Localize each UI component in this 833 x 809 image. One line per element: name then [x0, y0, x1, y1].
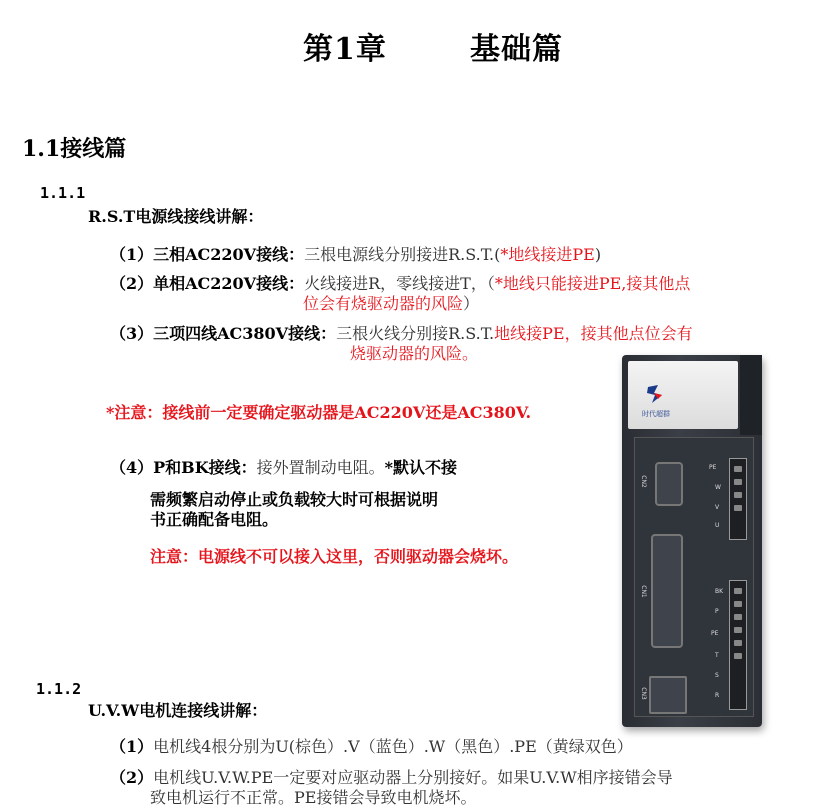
- item-warning: *地线接进PE: [500, 245, 595, 264]
- voltage-warning: *注意：接线前一定要确定驱动器是AC220V还是AC380V.: [106, 403, 532, 422]
- section-title: 1.1接线篇: [22, 136, 127, 162]
- wiring-item-2: [110, 274, 690, 294]
- motor-item-2-cont: 致电机运行不正常。PE接错会导致电机烧坏。: [150, 788, 477, 807]
- item-text: 电机线U.V.W.PE一定要对应驱动器上分别接好。如果U.V.W相序接错会导: [153, 768, 673, 787]
- wiring-item-1: [110, 245, 601, 265]
- brand-logo-icon: [644, 383, 666, 405]
- item-close: ）: [463, 294, 480, 313]
- item-text: 火线接进R，零线接进T，（: [304, 274, 495, 293]
- power-terminal-block: [729, 580, 747, 710]
- drive-top-fin: [740, 355, 762, 435]
- item-label: （1）: [110, 737, 154, 756]
- wiring-item-3: [110, 324, 693, 344]
- terminal-label-pe: PE: [709, 464, 717, 471]
- wiring-item-4: [110, 458, 457, 478]
- wiring-item-2-cont: [303, 294, 479, 314]
- terminal-label-u: U: [715, 522, 720, 529]
- drive-front-panel: [634, 437, 754, 717]
- terminal-label-t: T: [715, 652, 719, 659]
- chapter-number: 第1章: [303, 32, 387, 67]
- wiring-item-3-cont: [350, 344, 478, 364]
- item-close: ): [594, 245, 602, 264]
- servo-drive-image: [622, 355, 762, 727]
- terminal-label-v: V: [715, 504, 720, 511]
- item-text: 电机线4根分别为U(棕色）.V（蓝色）.W（黑色）.PE（黄绿双色）: [153, 737, 633, 756]
- item-label: （1）三相AC220V接线：: [110, 245, 305, 264]
- cn1-connector: [651, 534, 683, 648]
- item-warning: *地线只能接进PE,接其他点: [494, 274, 691, 293]
- item4-line3: 书正确配备电阻。: [150, 510, 279, 529]
- item4-line2: 需频繁启动停止或负载较大时可根据说明: [150, 490, 439, 509]
- subsection-title-2: U.V.W电机连接线讲解：: [88, 701, 268, 720]
- item-text: 接外置制动电阻。: [256, 458, 385, 477]
- item-label: （2）单相AC220V接线：: [110, 274, 305, 293]
- chapter-title: 基础篇: [470, 32, 563, 67]
- terminal-label-p: P: [715, 608, 719, 615]
- item-warning-cont: 烧驱动器的风险。: [350, 344, 479, 363]
- item-label: （2）: [110, 768, 154, 787]
- terminal-label-bk: BK: [715, 588, 724, 595]
- cn3-label: CN3: [639, 687, 647, 700]
- item-warning-cont: 位会有烧驱动器的风险: [303, 294, 464, 313]
- terminal-label-s: S: [715, 672, 719, 679]
- subsection-number-2: 1.1.2: [36, 680, 82, 698]
- item-default: *默认不接: [384, 458, 457, 477]
- item-warning: 地线接PE，接其他点位会有: [494, 324, 693, 343]
- subsection-number-1: 1.1.1: [40, 184, 86, 202]
- item-text: 三根电源线分别接进R.S.T.(: [304, 245, 501, 264]
- cn3-connector: [649, 676, 687, 714]
- item-label: （3）三项四线AC380V接线：: [110, 324, 337, 343]
- terminal-label-pe2: PE: [711, 630, 719, 637]
- brand-name: 时代超群: [642, 410, 670, 418]
- item-label: （4）P和BK接线：: [110, 458, 257, 477]
- terminal-label-r: R: [715, 692, 720, 699]
- terminal-label-w: W: [715, 484, 721, 491]
- item-text: 三根火线分别接R.S.T.: [336, 324, 495, 343]
- resistor-warning: 注意：电源线不可以接入这里，否则驱动器会烧坏。: [150, 547, 519, 566]
- subsection-title-1: R.S.T电源线接线讲解：: [88, 207, 264, 226]
- drive-brand-panel: [628, 361, 738, 429]
- cn2-label: CN2: [639, 475, 647, 488]
- motor-terminal-block: [729, 458, 747, 540]
- motor-item-1: [110, 737, 633, 757]
- cn2-connector: [655, 462, 683, 506]
- cn1-label: CN1: [639, 585, 647, 598]
- motor-item-2: [110, 768, 673, 788]
